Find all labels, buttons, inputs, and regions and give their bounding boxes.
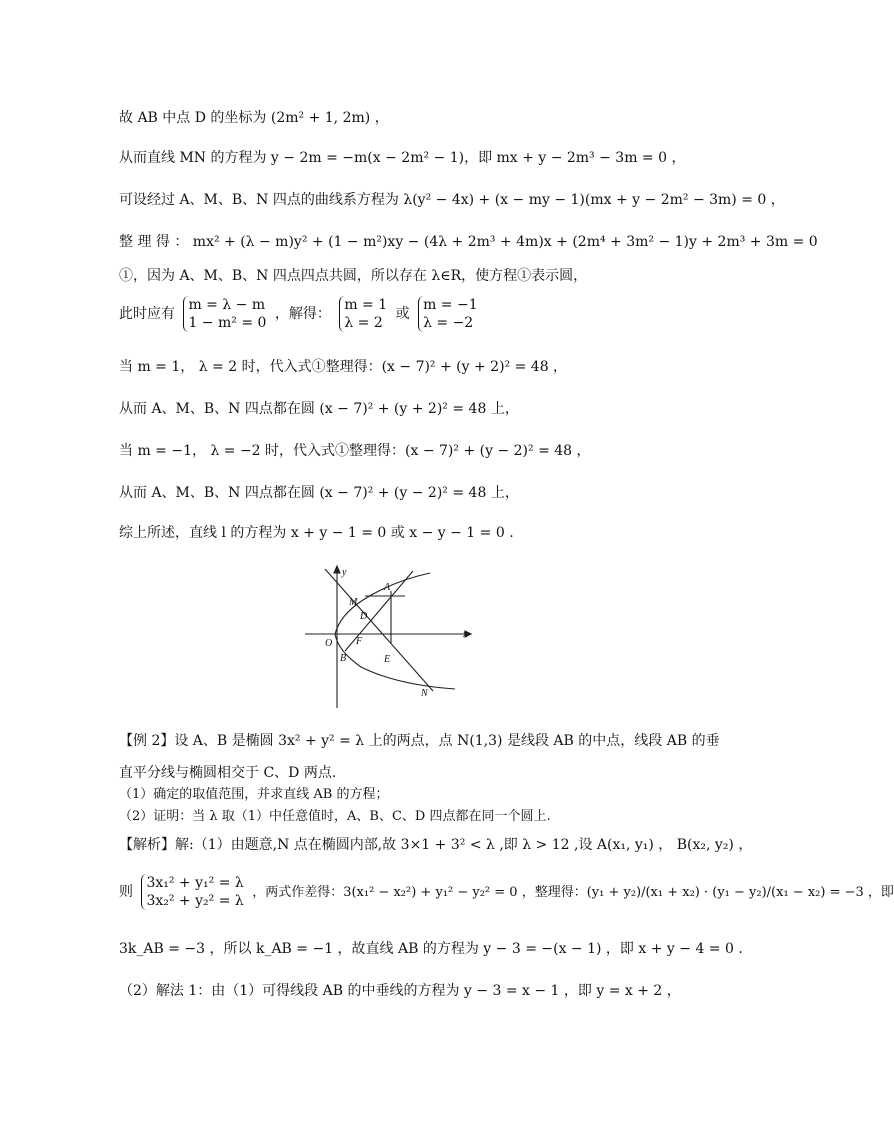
line-circle-2: 从而 A、M、B、N 四点都在圆 (x − 7)² + (y − 2)² = 48 上，	[119, 485, 519, 501]
label-b: B	[340, 653, 347, 664]
line-ab-midpoint: 故 AB 中点 D 的坐标为 (2m² + 1, 2m) ，	[119, 110, 389, 126]
question-2: （2）证明：当 λ 取（1）中任意值时，A、B、C、D 四点都在同一个圆上.	[119, 809, 551, 824]
line-curve-family: 可设经过 A、M、B、N 四点的曲线系方程为 λ(y² − 4x) + (x − my − 1)(mx + y − 2m² − 3m) = 0 ，	[119, 192, 785, 208]
line-case-1: 当 m = 1， λ = 2 时，代入式①整理得：(x − 7)² + (y + 2)² = 48 ，	[119, 359, 568, 375]
y-axis-arrow	[334, 566, 340, 573]
system-eq-1b: 1 − m² = 0	[188, 315, 267, 331]
solution-line-1: 【解析】解:（1）由题意,N 点在椭圆内部,故 3×1 + 3² < λ ,即 λ > 12 ,设 A(x₁, y₁) ， B(x₂, y₂) ，	[119, 837, 753, 853]
solution-2b: λ = −2	[423, 315, 474, 331]
label-y: y	[342, 567, 347, 578]
label-n: N	[421, 688, 428, 699]
label-o: O	[325, 638, 333, 649]
solution-2a: m = −1	[423, 297, 478, 313]
solution-system	[119, 874, 894, 910]
label-a: A	[384, 582, 391, 593]
label-f: F	[356, 636, 363, 647]
line-system	[119, 296, 482, 332]
ellipse-eq-1: 3x₁² + y₁² = λ	[146, 875, 244, 891]
solution-1a: m = 1	[344, 297, 388, 313]
example-2-line-a: 【例 2】设 A、B 是椭圆 3x² + y² = λ 上的两点，点 N(1,3) 是线段 AB 的中点，线段 AB 的垂	[119, 733, 720, 749]
line-mn	[325, 569, 433, 691]
line-conclusion: 综上所述，直线 l 的方程为 x + y − 1 = 0 或 x − y − 1 = 0 .	[119, 525, 514, 541]
solution-line-3: 3k_AB = −3 ，所以 k_AB = −1 ，故直线 AB 的方程为 y − 3 = −(x − 1) ，即 x + y − 4 = 0 .	[119, 941, 743, 957]
system-prefix: 此时应有	[119, 306, 175, 322]
system-brace-1	[183, 296, 266, 332]
label-x: x	[463, 629, 468, 640]
line-simplified: 整 理 得 ： mx² + (λ − m)y² + (1 − m²)xy − (4λ + 2m³ + 4m)x + (2m⁴ + 3m² − 1)y + 2m³ + 3m = 0	[119, 234, 818, 250]
ellipse-system-brace	[141, 874, 243, 910]
system-brace-3	[418, 296, 478, 332]
line-mn-equation: 从而直线 MN 的方程为 y − 2m = −m(x − 2m² − 1)，即 mx + y − 2m³ − 3m = 0 ，	[119, 150, 686, 166]
solution-prefix: 则	[119, 884, 133, 900]
solution-1b: λ = 2	[344, 315, 383, 331]
system-eq-1a: m = λ − m	[188, 297, 266, 313]
line-case-2: 当 m = −1， λ = −2 时，代入式①整理得：(x − 7)² + (y − 2)² = 48 ，	[119, 443, 591, 459]
line-circle-1: 从而 A、M、B、N 四点都在圆 (x − 7)² + (y + 2)² = 48 上，	[119, 401, 519, 417]
system-solve: ，解得：	[274, 306, 331, 322]
or-word: 或	[395, 306, 410, 322]
solution-line-4: （2）解法 1：由（1）可得线段 AB 的中垂线的方程为 y − 3 = x − 1 ，即 y = x + 2 ，	[119, 983, 681, 999]
question-1: （1）确定的取值范围，并求直线 AB 的方程；	[119, 787, 389, 802]
parabola-figure	[305, 563, 473, 708]
label-d: D	[360, 611, 368, 622]
line-concyclic: ①，因为 A、M、B、N 四点四点共圆，所以存在 λ∈R，使方程①表示圆，	[119, 268, 588, 284]
label-e: E	[384, 654, 391, 665]
difference-step: ，两式作差得：3(x₁² − x₂²) + y₁² − y₂² = 0 ，整理得：(y₁ + y₂)/(x₁ + x₂) · (y₁ − y₂)/(x₁ − x₂) = −3 ，即	[252, 885, 894, 900]
system-brace-2	[339, 296, 387, 332]
label-m: M	[349, 597, 358, 608]
ellipse-eq-2: 3x₂² + y₂² = λ	[146, 893, 244, 909]
parabola-curve	[335, 573, 455, 689]
example-2-line-b: 直平分线与椭圆相交于 C、D 两点.	[119, 765, 337, 781]
